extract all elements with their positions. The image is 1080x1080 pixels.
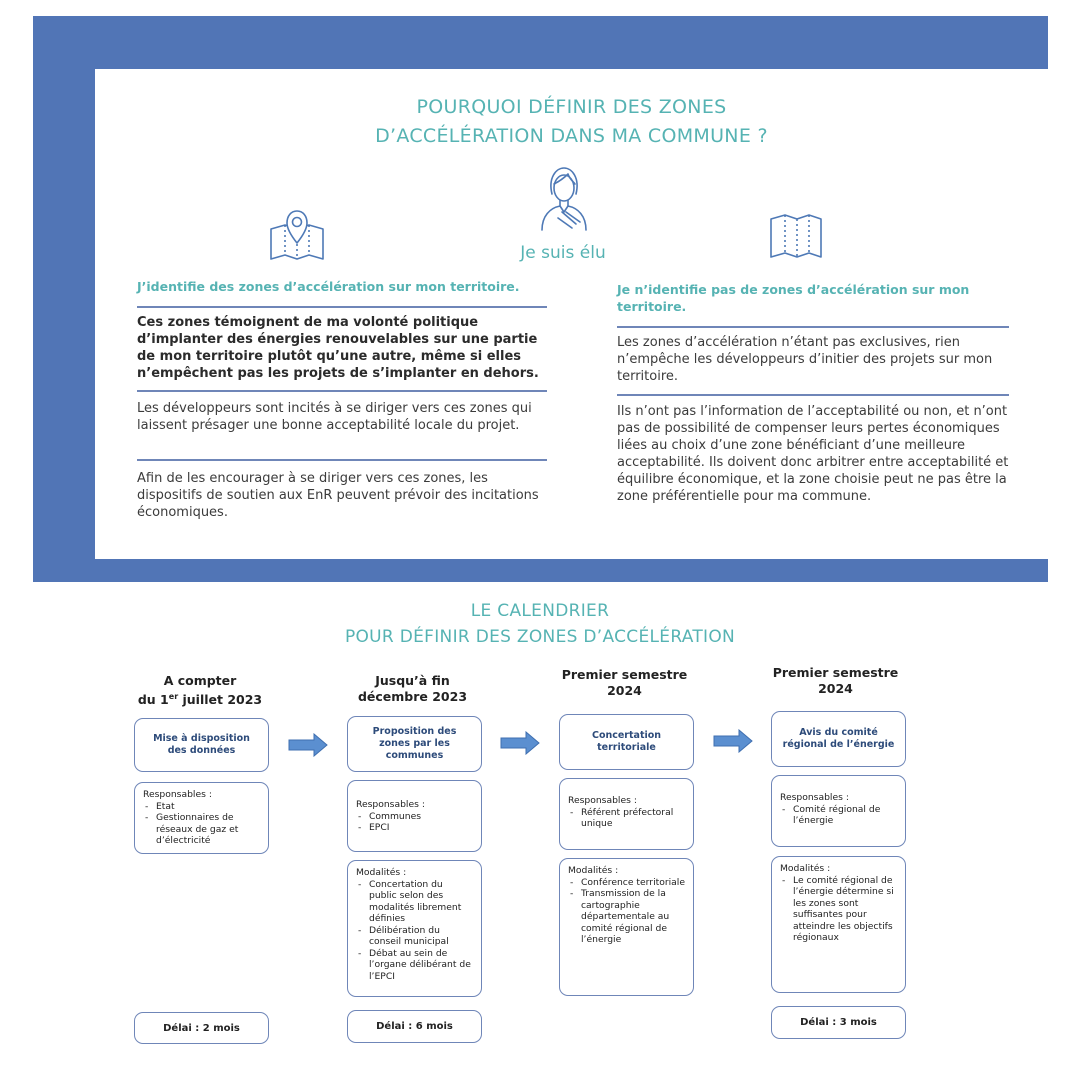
info-card — [95, 69, 1048, 559]
phase-2-delay: Délai : 6 mois — [347, 1010, 482, 1043]
phase-2-stage: Proposition des zones par les communes — [347, 716, 482, 772]
list-item: - Communes — [356, 811, 473, 823]
map-pin-icon — [267, 207, 327, 263]
list-item: - Transmission de la cartographie départementale au comité régional de l’énergie — [568, 888, 685, 946]
phase-1-delay: Délai : 2 mois — [134, 1012, 269, 1044]
arrow-right-icon — [713, 729, 753, 753]
divider — [617, 394, 1009, 396]
phase-2-date: Jusqu’à fin décembre 2023 — [357, 673, 468, 704]
banner-title: POURQUOI DÉFINIR DES ZONES D’ACCÉLÉRATION DANS MA COMMUNE ? — [375, 96, 768, 147]
divider — [137, 306, 547, 308]
list-item: - Conférence territoriale — [568, 877, 685, 889]
list-item: - Concertation du public selon des modalités librement définies — [356, 879, 473, 925]
phase-4-responsables: Responsables : - Comité régional de l’énergie — [771, 775, 906, 847]
phase-1-date: A compter du 1er juillet 2023 — [137, 673, 263, 708]
info-banner — [33, 16, 1048, 582]
arrow-right-icon — [500, 731, 540, 755]
paragraph: Les zones d’accélération n’étant pas exclusives, rien n’empêche les développeurs d’initier des projets sur mon territoire. — [617, 335, 993, 384]
phase-2-modalites: Modalités : - Concertation du public selon des modalités librement définies - Délibération du conseil municipal - Débat au sein de l’organe délibérant de l’EPCI — [347, 860, 482, 997]
list-item: - Délibération du conseil municipal — [356, 925, 473, 948]
paragraph: Afin de les encourager à se diriger vers ces zones, les dispositifs de soutien aux EnR peuvent prévoir des incitations économiques. — [137, 471, 539, 520]
key-statement: Ces zones témoignent de ma volonté politique d’implanter des énergies renouvelables sur une partie de mon territoire plutôt qu’une autre, même si elles n’empêchent pas les projets de s’implanter en dehors. — [137, 315, 539, 381]
phase-3-modalites: Modalités : - Conférence territoriale - Transmission de la cartographie départementale au comité régional de l’énergie — [559, 858, 694, 996]
column-heading: J’identifie des zones d’accélération sur mon territoire. — [137, 279, 520, 294]
phase-2-responsables: Responsables : - Communes - EPCI — [347, 780, 482, 852]
phase-3-responsables: Responsables : - Référent préfectoral unique — [559, 778, 694, 850]
list-item: - Etat — [143, 801, 260, 813]
phase-4-delay: Délai : 3 mois — [771, 1006, 906, 1039]
list-item: - Débat au sein de l’organe délibérant de l’EPCI — [356, 948, 473, 983]
arrow-right-icon — [288, 733, 328, 757]
phase-1-stage: Mise à disposition des données — [134, 718, 269, 772]
list-item: - Gestionnaires de réseaux de gaz et d’électricité — [143, 812, 260, 847]
phase-4-date: Premier semestre 2024 — [772, 665, 899, 696]
calendar-title: LE CALENDRIER POUR DÉFINIR DES ZONES D’ACCÉLÉRATION — [344, 601, 736, 647]
paragraph: Ils n’ont pas l’information de l’acceptabilité ou non, et n’ont pas de possibilité de compenser leurs pertes économiques liées au choix d’une zone bénéficiant d’une meilleure acceptabilité. Ils doivent donc arbitrer entre acceptabilité et équilibre économique, et la zone choisie peut ne pas être la zone préférentielle pour ma commune. — [617, 404, 1009, 504]
column-heading: Je n’identifie pas de zones d’accélération sur mon territoire. — [617, 282, 970, 314]
phase-1-responsables: Responsables : - Etat - Gestionnaires de réseaux de gaz et d’électricité — [134, 782, 269, 854]
list-item: - Le comité régional de l’énergie détermine si les zones sont suffisantes pour atteindre les objectifs régionaux — [780, 875, 897, 944]
map-icon — [767, 209, 825, 263]
phase-3-date: Premier semestre 2024 — [561, 667, 688, 698]
list-item: - EPCI — [356, 822, 473, 834]
divider — [137, 390, 547, 392]
divider — [137, 459, 547, 461]
list-item: - Référent préfectoral unique — [568, 807, 685, 830]
list-item: - Comité régional de l’énergie — [780, 804, 897, 827]
paragraph: Les développeurs sont incités à se diriger vers ces zones qui laissent présager une bonne acceptabilité locale du projet. — [137, 401, 532, 433]
elected-official-icon — [538, 164, 590, 232]
persona-label: Je suis élu — [520, 243, 606, 263]
phase-4-modalites: Modalités : - Le comité régional de l’énergie détermine si les zones sont suffisantes pour atteindre les objectifs régionaux — [771, 856, 906, 993]
phase-4-stage: Avis du comité régional de l’énergie — [771, 711, 906, 767]
divider — [617, 326, 1009, 328]
phase-3-stage: Concertation territoriale — [559, 714, 694, 770]
